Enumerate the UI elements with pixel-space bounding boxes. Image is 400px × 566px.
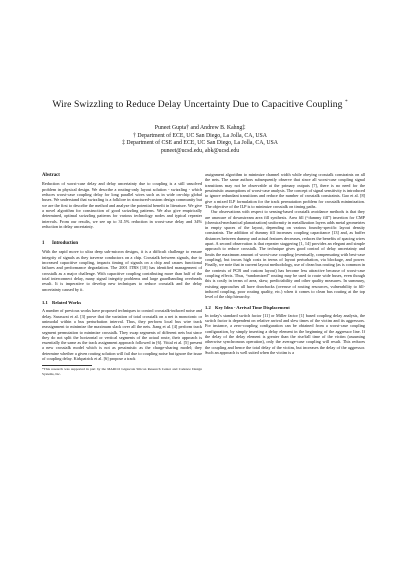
related-heading (42, 300, 202, 305)
key-idea-title: Key Idea - Arrival Time Displacement (215, 304, 290, 310)
abstract-heading: Abstract (42, 173, 60, 178)
right-paragraph-1: assignment algorithm to minimize channel width while obeying crosstalk constraints on all the nets. The same authors subsequently observe that since all worst-case coupling signal transitions may not be observable at the primary outputs [7], there is no need for the pessimistic assumptions of worst-case analysis. The concept of signal sensitivity is introduced to ignore redundant transitions and reduce the number of crosstalk constraints. Gao et al. [8] give a mixed ILP formulation for the track permutation problem for crosstalk minimization. The objective of the ILP is to minimize crosstalk on timing paths. (205, 172, 365, 209)
title-footnote-mark: * (345, 99, 348, 105)
intro-title: Introduction (52, 241, 79, 247)
related-paragraph: A number of previous works have proposed techniques to control crosstalk-induced noise and delay. Saraswat et al. [3] prove that the variation of total crosstalk on a net is monotonic or unimodal within a bus perturbation interval. Thus, they perform local bus wire track reassignment to minimize the maximum slack over all the nets. Jiang et al. [4] perform track segment permutation to minimize crosstalk. They swap segments of different nets but since they do not split the horizontal or vertical segments of the actual route, their approach is essentially the same as the track assignment approach followed in [6]. Vittal et al. [5] present a new crosstalk model which is not as pessimistic as the charge-sharing model; they determine whether a given routing solution will fail due to coupling noise but ignore the issue of coupling delay. Kirkpatrick et al. [6] propose a track (42, 308, 202, 362)
paper-title: Wire Swizzling to Reduce Delay Uncertainty Due to Capacitive Coupling (52, 99, 343, 110)
footnote-text: *This research was supported in part by the MARCO Gigascale Silicon Research Center and Cadence Design Systems, Inc. (42, 367, 202, 376)
abstract-text: Reduction of worst-case delay and delay uncertainty due to coupling is a still unsolved problem in physical design. We describe a routing-only layout solution - swizzling - which reduces worst-case coupling delay for long parallel wires such as in wide on-chip global buses. We understand that swizzling is a folklore in structured-custom design community but we are the first to describe the method and analyze the potential benefit in literature. We give a novel algorithm for construction of good swizzling patterns. We also give empirically determined, optimal swizzling patterns for various technology nodes and typical repeater intervals. From our results, we see up to 31.5% reduction in worst-case delay and 34% reduction in delay uncertainty. (42, 181, 202, 229)
author-emails: puneet@ucsd.edu, abk@ucsd.edu (160, 147, 240, 154)
affiliation-1: † Department of ECE, UC San Diego, La Jolla, CA, USA (133, 132, 267, 139)
related-title: Related Works (52, 299, 82, 305)
left-column (42, 173, 202, 376)
key-idea-paragraph: In today's standard switch factor [11] or Miller factor [1] based coupling delay analysis, the switch factor is dependent on relative arrival and slew times of the victim and its aggressors. For instance, a zero-coupling configuration can be obtained from a worst-case coupling configuration, by simply inserting a delay element in the beginning of the aggressor line. If the delay of the delay element is greater than the rise/fall time of the victim (assuming otherwise synchronous operation), only the average-case coupling will result. This reduces the coupling and hence the total delay of the victim, but increases the delay of the aggressor. Such an approach is well suited when the victim is a (205, 312, 365, 355)
intro-number: 1 (42, 241, 45, 247)
author-block (0, 125, 400, 155)
intro-paragraph: With the rapid move to ultra deep sub-micron designs, it is a difficult challenge to ensure integrity of signals as they traverse conductors on a chip. Crosstalk between signals, due to increased capacitive coupling, impacts timing of signals on a chip and causes functional failures and performance degradation. The 2001 ITRS [10] has identified management of crosstalk as a major challenge. With capacitive coupling contributing more than half of the total interconnect delay, many signal integrity problems and large guardbanding overheads result. It is imperative to develop new techniques to reduce crosstalk and the delay uncertainty caused by it. (42, 249, 202, 292)
related-number: 1.1 (42, 299, 48, 305)
intro-heading (42, 241, 202, 246)
affiliation-2: ‡ Department of CSE and ECE, UC San Diego, La Jolla, CA, USA (122, 140, 278, 147)
right-paragraph-2: Our observations with respect to sensing-based crosstalk avoidance methods is that they are unaware of downstream area fill synthesis. Area fill (“dummy fill”) insertion for CMP (chemical-mechanical planarization) uniformity in metallization layers adds metal geometries in empty spaces of the layout, depending on various foundry-specific layout density constraints. The addition of dummy fill increases coupling capacitance [13] and, as buffer distances between dummy and actual features decreases, reduces the benefits of spacing wires apart. A second observation is that repeater staggering [1, 14] provides an elegant and simple approach to reduce crosstalk. The technique gives good control of delay uncertainty and limits the maximum amount of worst-case coupling (eventually, compensating with best-case coupling), but incurs high costs in terms of layout perturbation, via blockage, and power. Finally, we note that in current layout methodology, use of clean bus routing (as is common in the contexts of PCB and custom layout) has become less attractive because of worst-case coupling effects. Thus, “randomized” routing may be used to route wide buses, even though this is costly in terms of area, skew, predictability and other quality measures. In summary, existing approaches all have drawbacks (overuse of routing resources, vulnerability to fill-induced coupling, poor routing quality, etc.) when it comes to clean bus routing at the top level of the chip hierarchy. (205, 209, 365, 300)
key-idea-number: 1.2 (205, 304, 211, 310)
paper-title-line (0, 99, 400, 110)
footnote-rule (42, 365, 92, 366)
author-names: Puneet Gupta† and Andrew B. Kahng‡ (154, 125, 246, 131)
right-column (205, 172, 365, 355)
key-idea-heading (205, 305, 365, 310)
